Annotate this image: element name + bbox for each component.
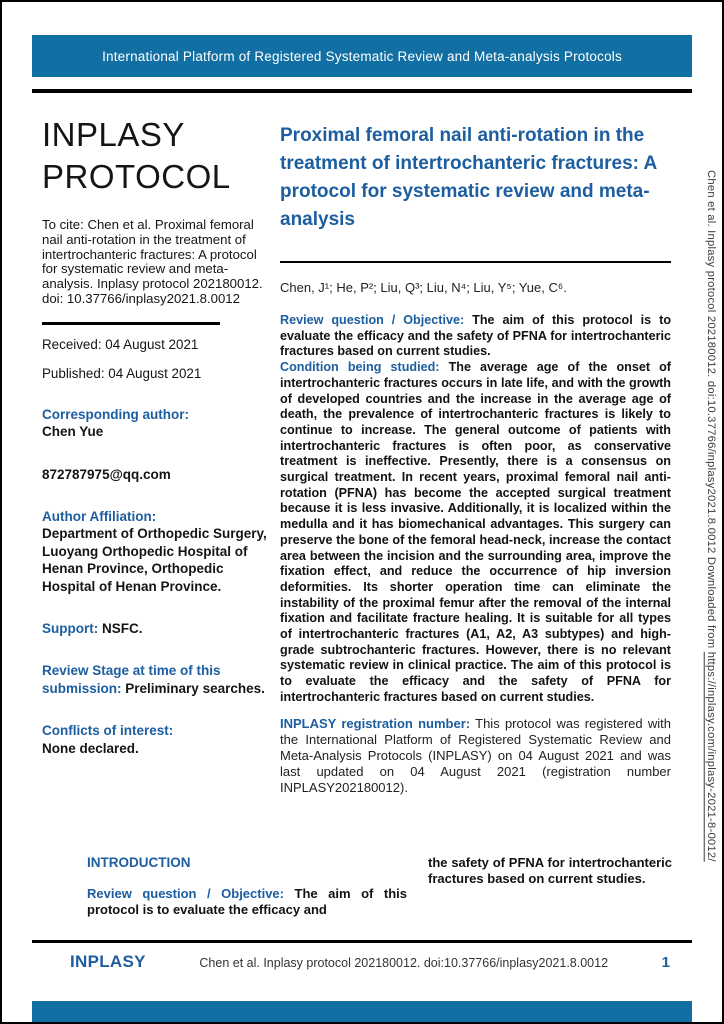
published-date: Published: 04 August 2021 [42,365,202,381]
affiliation-text: Department of Orthopedic Surgery, Luoyang Orthopedic Hospital of Henan Province, Orthopedic Hospital of Henan Province. [42,526,267,594]
condition-paragraph [280,360,671,705]
email-address: 872787975@qq.com [42,466,171,482]
review-stage-block [42,662,269,697]
condition-label: Condition being studied: [280,360,440,375]
introduction-section [87,855,672,917]
conflicts-block [42,722,269,757]
review-stage-label: Review Stage at time of this submission: [42,663,221,696]
sidebar-download-link[interactable]: https://inplasy.com/inplasy-2021-8-0012/ [705,651,717,862]
authors-line: Chen, J¹; He, P²; Liu, Q³; Liu, N⁴; Liu, Y⁵; Yue, C⁶. [280,280,567,295]
article-title: Proximal femoral nail anti-rotation in the treatment of intertrochanteric fractures: A protocol for systematic review and meta-analysis [280,125,657,230]
conflicts-text: None declared. [42,740,139,756]
masthead-line2: PROTOCOL [42,158,231,195]
affiliation-block [42,508,269,595]
to-cite-text: To cite: Chen et al. Proximal femoral nail anti-rotation in the treatment of intertrochanteric fractures: A protocol for systematic review and meta-analysis. Inplasy protocol 202180012. doi: 10.37766/inplasy2021.8.0012 [42,217,263,306]
sidebar-vertical-citation [705,170,717,862]
corresponding-author-label: Corresponding author: [42,406,189,422]
footer-page-number: 1 [661,954,670,971]
bottom-banner-bar [32,1001,692,1022]
review-question-label: Review question / Objective: [280,313,465,327]
journal-banner [32,35,692,77]
footer-citation: Chen et al. Inplasy protocol 202180012. doi:10.37766/inplasy2021.8.0012 [199,956,609,970]
article-column [280,122,671,796]
review-question-paragraph [280,313,671,360]
corresponding-author-block [42,406,269,441]
conflicts-label: Conflicts of interest: [42,723,174,739]
introduction-col1-text: The aim of this protocol is to evaluate the efficacy and [87,886,407,917]
authors-divider [280,261,671,263]
registration-paragraph [280,716,671,796]
masthead-line1: INPLASY [42,116,185,153]
support-text: NSFC. [102,621,143,637]
left-column [42,114,269,757]
introduction-review-question-label: Review question / Objective: [87,886,284,901]
corresponding-author-name: Chen Yue [42,424,104,440]
masthead [42,114,269,198]
journal-banner-text: International Platform of Registered Systematic Review and Meta-analysis Protocols [102,48,622,64]
left-column-divider [42,322,220,325]
introduction-heading: INTRODUCTION [87,855,191,870]
page-footer [70,952,670,972]
registration-text: This protocol was registered with the International Platform of Registered Systematic Review and Meta-Analysis Protocols (INPLASY) on 04 August 2021 and was last updated on 04 August 2021 (registration number INPLASY202180012). [280,715,671,795]
introduction-col1 [87,855,407,917]
footer-brand: INPLASY [70,952,146,971]
condition-text: The average age of the onset of intertrochanteric fractures occurs in late life, and with the growth of developed countries and the increase in the average age of death, the prevalence of intertrochanteric fractures is likely to continue to increase. The general outcome of patients with intertrochanteric fractures is often poor, as conservative treatment is ineffective. Presently, there is a consensus on surgical treatment. In recent years, proximal femoral nail anti-rotation (PFNA) has become the accepted surgical treatment because it is less invasive. Additionally, it is localized within the medulla and it has biomechanical advantages. This surgery can preserve the bone of the femoral head-neck, increase the contact area between the incision and the surrounding area, improve the fixation effect, and reduce the occurrence of hip inversion deformities. Its shorter operation time can eliminate the instability of the proximal femur after the removal of the internal fixation and facilitate fracture healing. It is suitable for all types of intertrochanteric fractures (A1, A2, A3 subtypes) and high-grade subtrochanteric fractures. However, there is no relevant systematic review in clinical practice. The aim of this protocol is to evaluate the efficacy and the safety of PFNA for intertrochanteric fractures based on current studies. [280,360,672,704]
email-block [42,466,269,483]
review-question-text: The aim of this protocol is to evaluate the efficacy and the safety of PFNA for intertrochanteric fractures based on current studies. [280,313,672,359]
introduction-col2 [428,855,672,917]
introduction-paragraph-col2: the safety of PFNA for intertrochanteric fractures based on current studies. [428,855,672,886]
review-stage-text: Preliminary searches. [125,680,265,696]
affiliation-label: Author Affiliation: [42,509,157,524]
support-block [42,620,269,637]
support-label: Support: [42,621,99,637]
top-divider [32,89,692,93]
introduction-paragraph-col1 [87,886,407,917]
sidebar-citation-text: Chen et al. Inplasy protocol 202180012. doi:10.37766/inplasy2021.8.0012 Downloaded from [705,170,717,652]
received-date: Received: 04 August 2021 [42,336,199,352]
footer-divider [32,940,692,943]
registration-label: INPLASY registration number: [280,715,471,731]
